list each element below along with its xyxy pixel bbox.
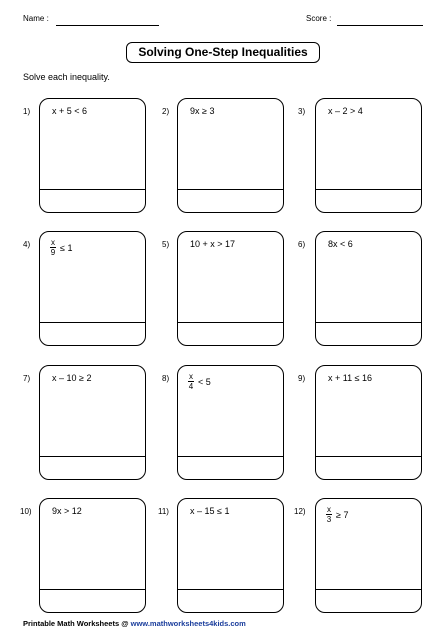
inequality-rest: ≤ 1	[60, 242, 73, 253]
answer-line	[316, 189, 421, 190]
problem-box[interactable]	[177, 98, 284, 213]
problem-expression	[50, 238, 72, 257]
problem-box[interactable]	[177, 231, 284, 346]
inequality-rest: < 5	[198, 376, 211, 387]
fraction	[50, 238, 56, 257]
problem-number: 7)	[23, 374, 31, 383]
problem-number: 9)	[298, 374, 306, 383]
problem-expression: 9x ≥ 3	[190, 106, 215, 116]
answer-line	[316, 456, 421, 457]
problem-box[interactable]	[39, 365, 146, 480]
answer-line	[40, 589, 145, 590]
problem-expression: x + 11 ≤ 16	[328, 373, 373, 383]
problem-number: 11)	[158, 507, 169, 516]
problem-box[interactable]	[39, 498, 146, 613]
problem-expression	[326, 505, 348, 524]
problem-expression: 9x > 12	[52, 506, 82, 516]
numerator: x	[189, 372, 193, 381]
fraction	[326, 505, 332, 524]
numerator: x	[327, 505, 331, 514]
answer-line	[40, 322, 145, 323]
problem-expression: x – 2 > 4	[328, 106, 363, 116]
denominator: 4	[188, 382, 194, 391]
problem-number: 12)	[294, 507, 306, 516]
worksheet-title: Solving One-Step Inequalities	[126, 42, 320, 63]
problem-number: 1)	[23, 107, 31, 116]
answer-line	[40, 189, 145, 190]
problem-box[interactable]	[39, 98, 146, 213]
problem-number: 2)	[162, 107, 170, 116]
footer-link[interactable]: www.mathworksheets4kids.com	[130, 619, 246, 628]
problem-number: 8)	[162, 374, 170, 383]
problem-expression: x – 10 ≥ 2	[52, 373, 92, 383]
problem-number: 4)	[23, 240, 31, 249]
problem-number: 6)	[298, 240, 306, 249]
denominator: 3	[326, 515, 332, 524]
score-field-line[interactable]	[337, 25, 423, 26]
problem-number: 3)	[298, 107, 306, 116]
answer-line	[316, 589, 421, 590]
score-label: Score :	[306, 14, 332, 23]
problem-box[interactable]	[315, 498, 422, 613]
problem-expression	[188, 372, 211, 391]
fraction	[188, 372, 194, 391]
name-field-line[interactable]	[56, 25, 159, 26]
denominator: 9	[50, 248, 56, 257]
problem-expression: x – 15 ≤ 1	[190, 506, 230, 516]
problem-box[interactable]	[315, 231, 422, 346]
inequality-rest: ≥ 7	[336, 509, 349, 520]
problem-number: 10)	[20, 507, 32, 516]
problem-box[interactable]	[39, 231, 146, 346]
instructions: Solve each inequality.	[23, 72, 110, 82]
problem-box[interactable]	[177, 498, 284, 613]
answer-line	[178, 589, 283, 590]
numerator: x	[51, 238, 55, 247]
footer-label: Printable Math Worksheets @	[23, 619, 129, 628]
problem-expression: 8x < 6	[328, 239, 353, 249]
problem-number: 5)	[162, 240, 170, 249]
answer-line	[40, 456, 145, 457]
footer	[23, 619, 246, 628]
problem-expression: 10 + x > 17	[190, 239, 236, 249]
answer-line	[316, 322, 421, 323]
problem-box[interactable]	[315, 365, 422, 480]
name-label: Name :	[23, 14, 49, 23]
problem-expression: x + 5 < 6	[52, 106, 88, 116]
problem-box[interactable]	[315, 98, 422, 213]
answer-line	[178, 322, 283, 323]
problem-box[interactable]	[177, 365, 284, 480]
answer-line	[178, 189, 283, 190]
answer-line	[178, 456, 283, 457]
